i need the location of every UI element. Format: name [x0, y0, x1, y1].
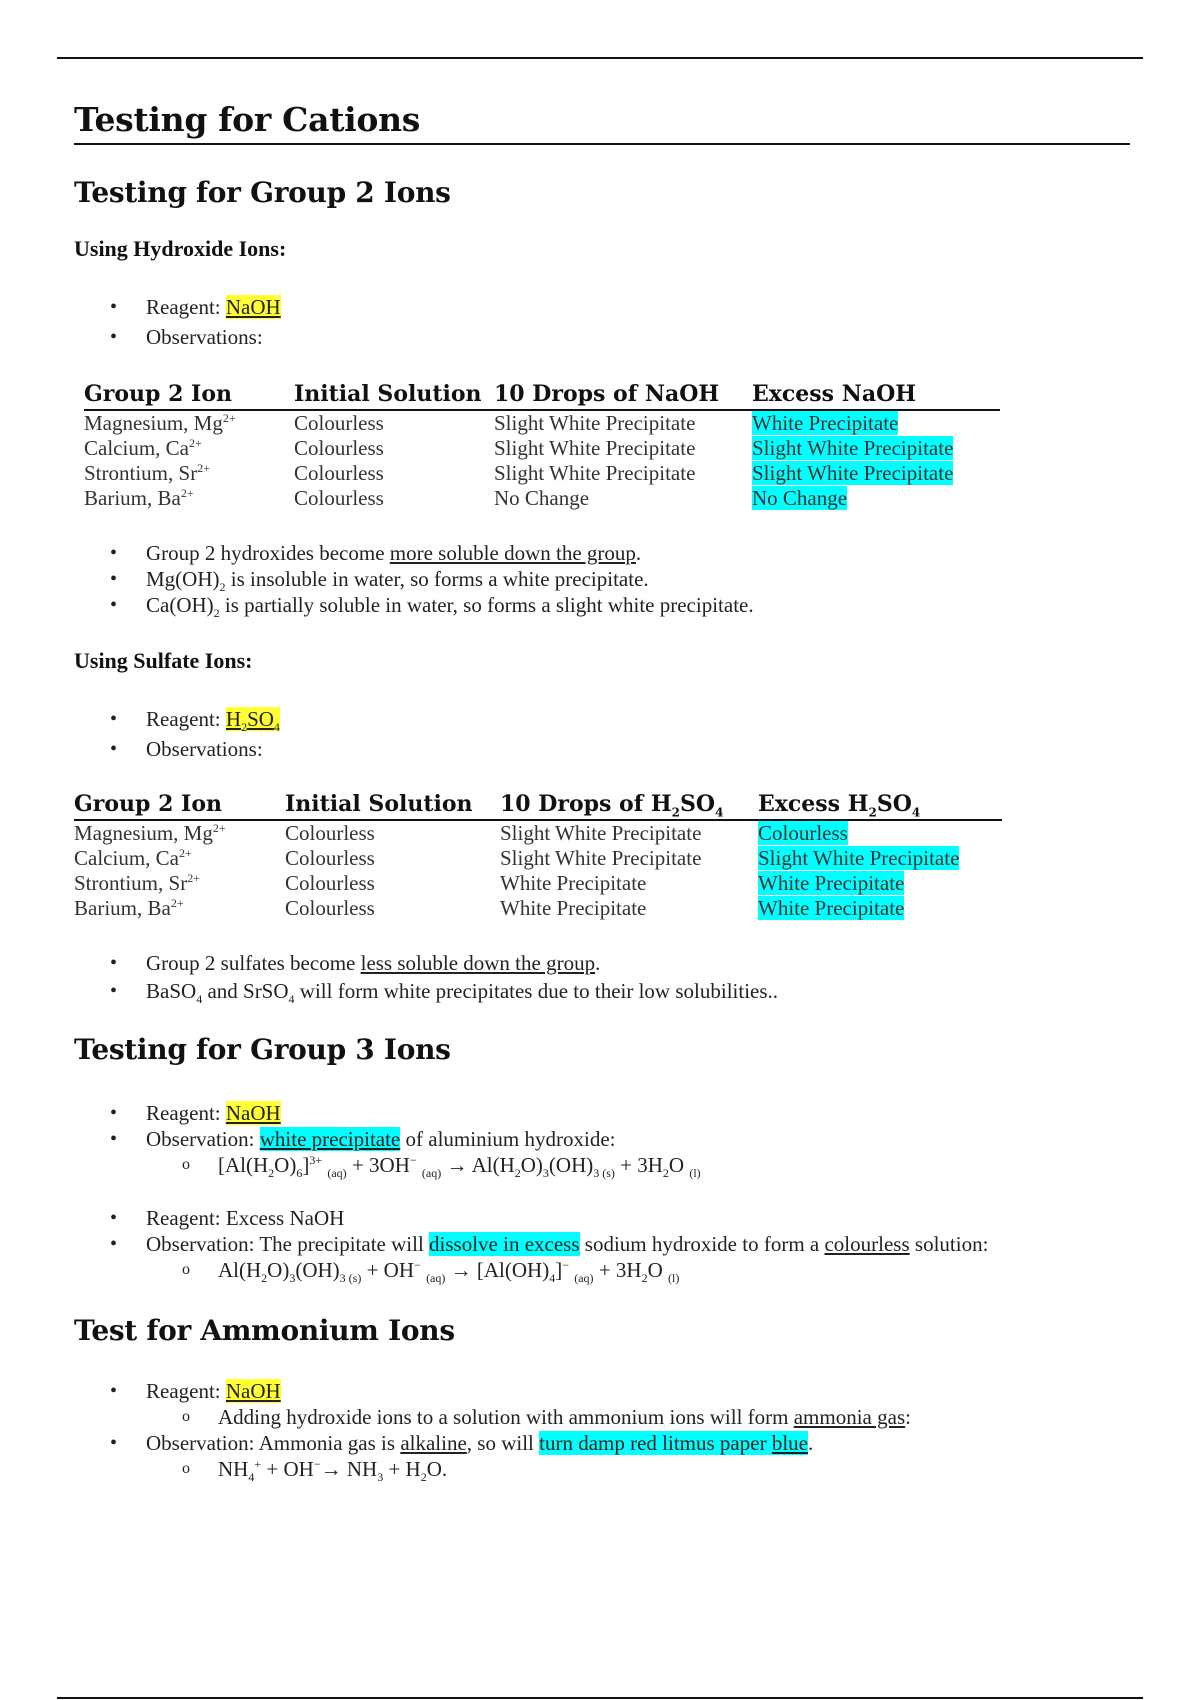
- list-item: • Observation: The precipitate will dissolve in excess sodium hydroxide to form a colourless solution:: [74, 1231, 988, 1257]
- drops-cell: Slight White Precipitate: [500, 821, 702, 845]
- list-item: • Reagent: Excess NaOH: [74, 1205, 988, 1231]
- table-row: [74, 820, 1002, 846]
- table-row: [84, 410, 1000, 436]
- initial-cell: Colourless: [294, 486, 384, 510]
- initial-cell: Colourless: [294, 461, 384, 485]
- column-header: Group 2 Ion: [84, 381, 294, 410]
- ion-cell: Calcium, $Ca^{2+}$: [84, 436, 202, 460]
- drops-cell: Slight White Precipitate: [500, 846, 702, 870]
- equation-item: o $NH_4^+ + OH^-\to NH_3 + H_2O$.: [74, 1456, 911, 1482]
- drops-cell: Slight White Precipitate: [494, 436, 696, 460]
- section-heading-group2: Testing for Group 2 Ions: [74, 176, 451, 209]
- page-title: Testing for Cations: [74, 100, 1130, 145]
- ammonium-list: [74, 1378, 911, 1485]
- list-item: • Observation: Ammonia gas is alkaline, so will turn damp red litmus paper blue.: [74, 1430, 911, 1456]
- hydroxide-reagent-list: [74, 294, 281, 350]
- column-header: Initial Solution: [294, 381, 494, 410]
- excess-cell: Colourless: [758, 821, 848, 845]
- subheading-sulfate: Using Sulfate Ions:: [74, 648, 253, 673]
- hydroxide-notes-list: [74, 540, 754, 621]
- list-item: • Reagent: NaOH: [74, 1100, 701, 1126]
- ion-cell: Magnesium, $Mg^{2+}$: [84, 411, 236, 435]
- reagent-highlight: NaOH: [225, 1101, 281, 1125]
- initial-cell: Colourless: [294, 436, 384, 460]
- drops-cell: White Precipitate: [500, 871, 647, 895]
- drops-cell: White Precipitate: [500, 896, 647, 920]
- list-item: • Group 2 sulfates become less soluble down the group.: [74, 950, 778, 976]
- table-row: [74, 846, 1002, 871]
- ion-cell: Magnesium, $Mg^{2+}$: [74, 821, 226, 845]
- initial-cell: Colourless: [294, 411, 384, 435]
- drops-cell: Slight White Precipitate: [494, 461, 696, 485]
- subheading-hydroxide: Using Hydroxide Ions:: [74, 236, 287, 261]
- reagent-highlight: NaOH: [225, 295, 281, 319]
- column-header: 10 Drops of $H_2SO_4$: [500, 791, 758, 820]
- column-header: 10 Drops of NaOH: [494, 381, 752, 410]
- excess-cell: Slight White Precipitate: [752, 436, 954, 460]
- initial-cell: Colourless: [285, 821, 375, 845]
- list-item: • $Mg(OH)_2$ is insoluble in water, so forms a white precipitate.: [74, 566, 754, 592]
- group3-list: [74, 1100, 701, 1181]
- excess-cell: White Precipitate: [758, 896, 905, 920]
- table-row: [84, 436, 1000, 461]
- list-item: • Reagent: NaOH: [74, 294, 281, 320]
- list-item: • Group 2 hydroxides become more soluble down the group.: [74, 540, 754, 566]
- hydroxide-observations-table: [84, 381, 1000, 511]
- table-row: [74, 896, 1002, 921]
- ion-cell: Strontium, $Sr^{2+}$: [74, 871, 200, 895]
- list-item: • Observations:: [74, 736, 280, 762]
- excess-cell: Slight White Precipitate: [758, 846, 960, 870]
- excess-cell: White Precipitate: [758, 871, 905, 895]
- table-row: [74, 871, 1002, 896]
- list-item: • Reagent: NaOH: [74, 1378, 911, 1404]
- equation-item: o $Al(H_2O)_3(OH)_{3 (s)} + OH^-$ $_{(aq)} \to [Al(OH)_4]^-$ $_{(aq)} + 3H_2O$ $_{(l)}$: [74, 1257, 988, 1283]
- reagent-highlight: $H_2SO_4$: [225, 707, 280, 735]
- initial-cell: Colourless: [285, 896, 375, 920]
- equation-item: o $[Al(H_2O)_6]^{3+}$ $_{(aq)}$ + 3OH− $_{(aq)} \to Al(H_2O)_3(OH)_{3 (s)} + 3H_2O$ $_{(l)}$: [74, 1152, 701, 1178]
- initial-cell: Colourless: [285, 846, 375, 870]
- sulfate-notes-list: [74, 950, 779, 1007]
- list-item: • Observation: white precipitate of aluminium hydroxide:: [74, 1126, 701, 1152]
- drops-cell: No Change: [494, 486, 590, 510]
- column-header: Excess NaOH: [752, 381, 1000, 410]
- column-header: Excess $H_2SO_4$: [758, 791, 1002, 820]
- ion-cell: Barium, $Ba^{2+}$: [74, 896, 184, 920]
- table-row: [84, 461, 1000, 486]
- sulfate-reagent-list: [74, 706, 280, 762]
- excess-cell: Slight White Precipitate: [752, 461, 954, 485]
- top-rule: [57, 57, 1143, 59]
- initial-cell: Colourless: [285, 871, 375, 895]
- excess-cell: White Precipitate: [752, 411, 899, 435]
- table-header-row: [74, 791, 1002, 820]
- excess-cell: No Change: [752, 486, 848, 510]
- table-row: [84, 486, 1000, 511]
- group3-excess-list: [74, 1205, 989, 1286]
- sub-item: o Adding hydroxide ions to a solution with ammonium ions will form ammonia gas:: [74, 1404, 911, 1430]
- column-header: Group 2 Ion: [74, 791, 285, 820]
- list-item: • Observations:: [74, 324, 281, 350]
- table-header-row: [84, 381, 1000, 410]
- list-item: • Reagent: $H_2SO_4$: [74, 706, 280, 732]
- column-header: Initial Solution: [285, 791, 500, 820]
- drops-cell: Slight White Precipitate: [494, 411, 696, 435]
- ion-cell: Calcium, $Ca^{2+}$: [74, 846, 192, 870]
- reagent-highlight: NaOH: [225, 1379, 281, 1403]
- list-item: • $Ca(OH)_2$ is partially soluble in water, so forms a slight white precipitate.: [74, 592, 754, 618]
- bottom-rule: [57, 1697, 1143, 1699]
- list-item: • BaSO$_4$ and SrSO$_4$ will form white precipitates due to their low solubilities..: [74, 978, 778, 1004]
- sulfate-observations-table: [74, 791, 1002, 921]
- ion-cell: Strontium, $Sr^{2+}$: [84, 461, 210, 485]
- ion-cell: Barium, $Ba^{2+}$: [84, 486, 194, 510]
- section-heading-ammonium: Test for Ammonium Ions: [74, 1314, 455, 1347]
- section-heading-group3: Testing for Group 3 Ions: [74, 1033, 451, 1066]
